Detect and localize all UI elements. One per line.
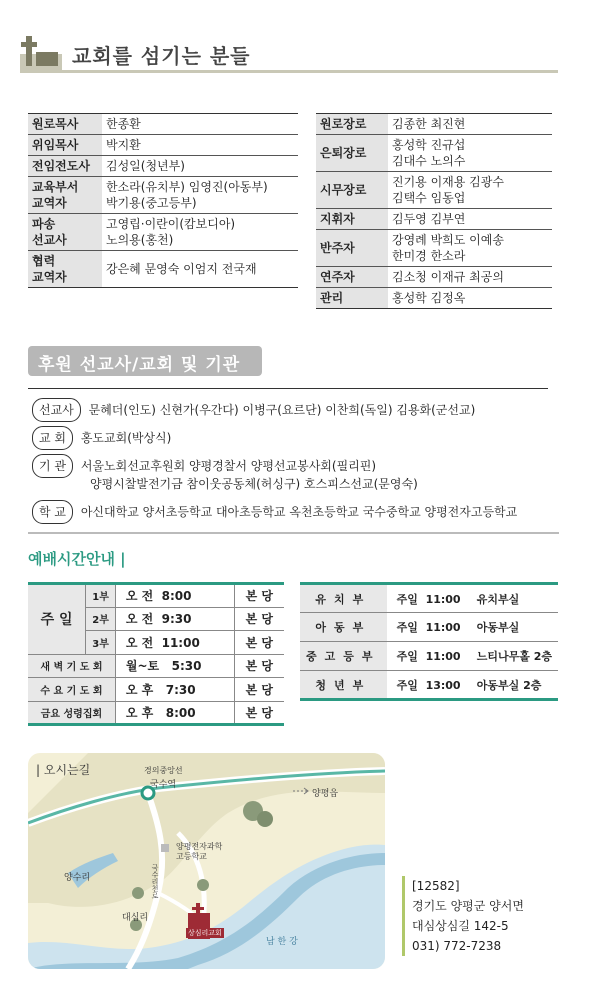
- department-time: 주일 11:00: [387, 613, 471, 642]
- staff-table-left: [28, 113, 298, 288]
- service-row: [28, 701, 284, 725]
- staff-names: 강영례 박희도 이예송 한미경 한소라: [388, 230, 552, 267]
- church-cross-icon: [20, 32, 62, 72]
- missionary-list: 문혜더(인도) 신현가(우간다) 이병구(요르단) 이찬희(독일) 김용화(군선교): [88, 403, 476, 417]
- service-name: 새 벽 기 도 회: [28, 654, 115, 678]
- staff-row: [316, 230, 552, 267]
- address-block: [402, 876, 524, 956]
- org-list-line1: 서울노회선교후원회 양평경찰서 양평선교봉사회(필리핀): [80, 459, 377, 473]
- service-place: 본 당: [234, 678, 284, 702]
- support-divider: [28, 388, 548, 389]
- department-place: 아동부실 2층: [471, 671, 558, 700]
- school-badge: 학 교: [32, 500, 73, 524]
- map-title: | 오시는길: [36, 763, 91, 777]
- department-place: 유치부실: [471, 584, 558, 613]
- staff-role: 은퇴장로: [316, 135, 388, 172]
- department-place: 아동부실: [471, 613, 558, 642]
- department-time: 주일 13:00: [387, 671, 471, 700]
- service-place: 본 당: [234, 701, 284, 725]
- department-dept: 중고등부: [300, 642, 387, 671]
- staff-role: 관리: [316, 288, 388, 309]
- map-church-label: 상심리교회: [188, 929, 222, 937]
- missionary-badge: 선교사: [32, 398, 81, 422]
- school-list: 아신대학교 양서초등학교 대아초등학교 옥천초등학교 국수중학교 양평전자고등학교: [80, 505, 518, 519]
- support-missionary-row: [32, 398, 475, 422]
- service-row: [28, 678, 284, 702]
- map-daesimri-label: 대심리: [122, 913, 149, 923]
- service-sub: 3부: [86, 631, 116, 655]
- header-divider: [20, 70, 558, 73]
- service-sunday-label: 주 일: [28, 584, 86, 655]
- map-yangsuri-label: 양수리: [64, 873, 91, 883]
- service-place: 본 당: [234, 584, 284, 608]
- department-dept: 유치부: [300, 584, 387, 613]
- support-school-row: [32, 500, 517, 524]
- staff-names: 한종환: [102, 114, 298, 135]
- church-list: 홍도교회(박상식): [80, 431, 172, 445]
- address-line2: 대심상심길 142-5: [412, 919, 509, 933]
- map-road-label: 국수리천로: [151, 864, 159, 899]
- service-row: [28, 584, 284, 608]
- staff-role: 교육부서 교역자: [28, 177, 102, 214]
- staff-row: [28, 251, 298, 288]
- service-title: 예배시간안내 |: [28, 550, 126, 568]
- staff-role: 원로장로: [316, 114, 388, 135]
- church-badge: 교 회: [32, 426, 73, 450]
- service-time: 오 후 8:00: [115, 701, 234, 725]
- service-place: 본 당: [234, 631, 284, 655]
- staff-names: 김종한 최진현: [388, 114, 552, 135]
- department-dept: 청년부: [300, 671, 387, 700]
- staff-names: 진기용 이재용 김광수 김택수 임동업: [388, 172, 552, 209]
- department-time: 주일 11:00: [387, 584, 471, 613]
- org-badge: 기 관: [32, 454, 73, 478]
- staff-role: 지휘자: [316, 209, 388, 230]
- map-station-label: 국수역: [150, 780, 177, 790]
- map-yangpyeong-label: 양평읍: [312, 789, 339, 799]
- staff-row: [28, 214, 298, 251]
- staff-row: [316, 209, 552, 230]
- map-line-label: 경의중앙선: [144, 766, 183, 775]
- staff-names: 김소청 이재규 최공의: [388, 267, 552, 288]
- address-line1: 경기도 양평군 양서면: [412, 899, 524, 913]
- department-dept: 아동부: [300, 613, 387, 642]
- support-church-row: [32, 426, 171, 450]
- org-list-line2: 양평시찰발전기금 참이웃공동체(허싱구) 호스피스선교(문영숙): [90, 477, 418, 491]
- service-name: 수 요 기 도 회: [28, 678, 115, 702]
- service-time: 월~토 5:30: [115, 654, 234, 678]
- staff-row: [28, 156, 298, 177]
- staff-role: 협력 교역자: [28, 251, 102, 288]
- service-time: 오 전 9:30: [115, 607, 234, 631]
- service-table-departments: [300, 582, 558, 701]
- support-banner: 후원 선교사/교회 및 기관: [28, 346, 262, 376]
- department-row: [300, 584, 558, 613]
- service-time: 오 전 11:00: [115, 631, 234, 655]
- staff-row: [316, 114, 552, 135]
- staff-role: 원로목사: [28, 114, 102, 135]
- page-title: 교회를 섬기는 분들: [72, 44, 251, 68]
- staff-row: [28, 135, 298, 156]
- staff-names: 박지환: [102, 135, 298, 156]
- staff-role: 위임목사: [28, 135, 102, 156]
- staff-role: 시무장로: [316, 172, 388, 209]
- staff-row: [316, 172, 552, 209]
- staff-names: 김성일(청년부): [102, 156, 298, 177]
- support-bottom-divider: [28, 532, 559, 534]
- staff-row: [316, 267, 552, 288]
- address-phone: 031) 772-7238: [412, 939, 502, 953]
- staff-role: 연주자: [316, 267, 388, 288]
- staff-names: 고영립·이란이(캄보디아) 노의용(홍천): [102, 214, 298, 251]
- staff-role: 파송 선교사: [28, 214, 102, 251]
- staff-row: [316, 135, 552, 172]
- staff-table-right: [316, 113, 552, 309]
- map-river-label: 남 한 강: [266, 937, 298, 947]
- staff-role: 반주자: [316, 230, 388, 267]
- service-sub: 1부: [86, 584, 116, 608]
- staff-names: 한소라(유치부) 임영진(아동부) 박기용(중고등부): [102, 177, 298, 214]
- service-row: [28, 654, 284, 678]
- department-row: [300, 671, 558, 700]
- staff-role: 전임전도사: [28, 156, 102, 177]
- staff-row: [28, 177, 298, 214]
- department-time: 주일 11:00: [387, 642, 471, 671]
- staff-names: 홍성학 김정옥: [388, 288, 552, 309]
- staff-names: 김두영 김부연: [388, 209, 552, 230]
- staff-names: 강은혜 문영숙 이엄지 전국재: [102, 251, 298, 288]
- map-school-label: 양평전자과학 고등학교: [176, 842, 223, 861]
- department-place: 느티나무홀 2층: [471, 642, 558, 671]
- staff-row: [316, 288, 552, 309]
- address-zip: [12582]: [412, 879, 460, 893]
- service-table-main: [28, 582, 284, 726]
- service-sub: 2부: [86, 607, 116, 631]
- service-time: 오 전 8:00: [115, 584, 234, 608]
- service-place: 본 당: [234, 654, 284, 678]
- service-name: 금요 성령집회: [28, 701, 115, 725]
- staff-names: 홍성학 진규섭 김대수 노의수: [388, 135, 552, 172]
- department-row: [300, 613, 558, 642]
- staff-row: [28, 114, 298, 135]
- department-row: [300, 642, 558, 671]
- service-place: 본 당: [234, 607, 284, 631]
- service-time: 오 후 7:30: [115, 678, 234, 702]
